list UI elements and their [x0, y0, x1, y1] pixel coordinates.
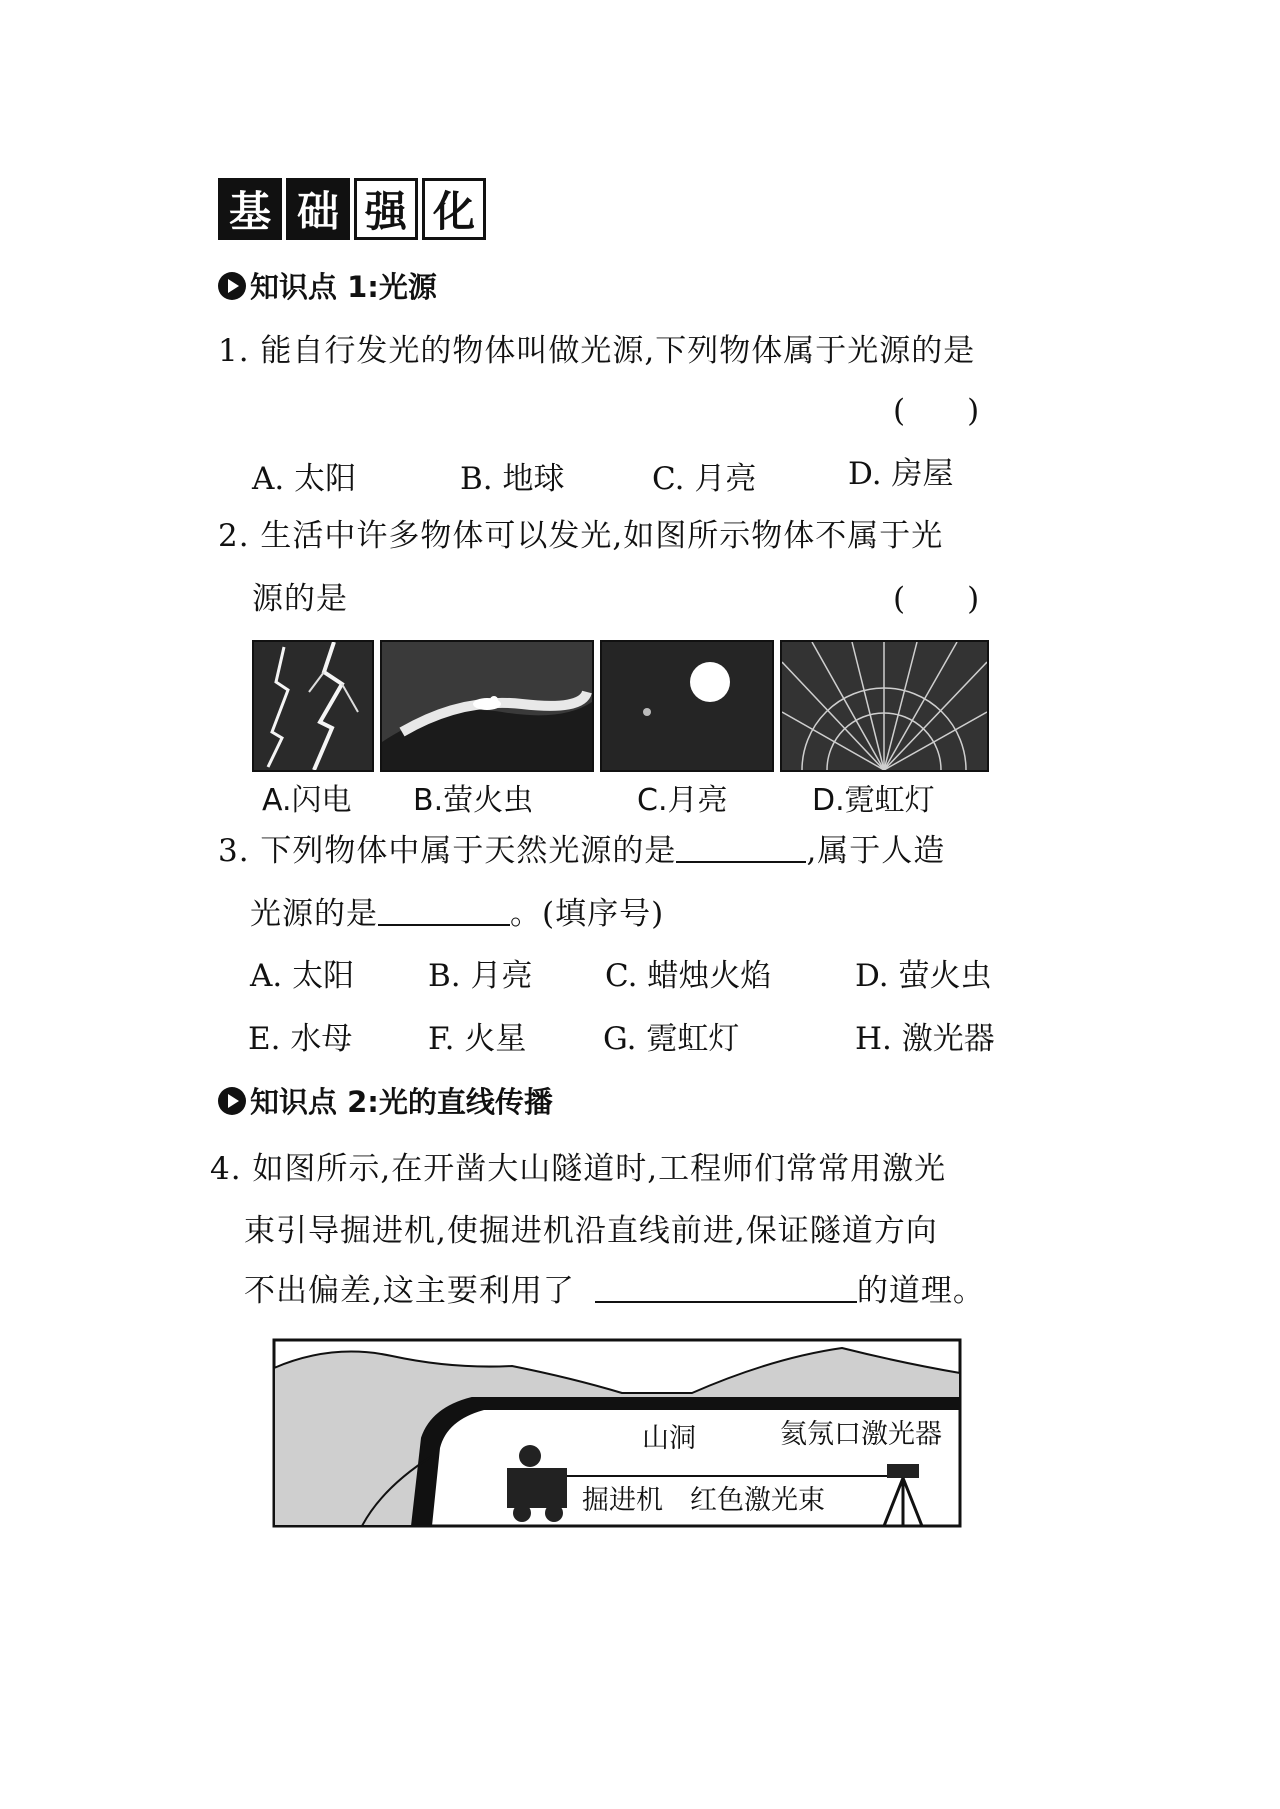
banner-char-2: 础: [286, 178, 350, 240]
photo-moon: [600, 640, 774, 772]
q3-option-g: G. 霓虹灯: [603, 1021, 740, 1057]
q3-blank-artificial[interactable]: [378, 896, 510, 926]
play-triangle-icon: [218, 1087, 246, 1115]
q1-answer-paren: ( ): [893, 393, 980, 429]
q3-stem-line1: [218, 825, 945, 870]
q2-caption-b: B.萤火虫: [413, 783, 534, 818]
q3-option-d: D. 萤火虫: [855, 958, 992, 994]
photo-firefly: [380, 640, 594, 772]
q2-answer-paren: ( ): [893, 581, 980, 617]
section-banner: [218, 178, 486, 240]
q3-option-a: A. 太阳: [250, 958, 355, 994]
photo-lightning: [252, 640, 374, 772]
q4-line3-part2: 的道理。: [856, 1273, 985, 1309]
figure-label-machine: 掘进机: [582, 1485, 663, 1516]
knowledge-point-label: 知识点 2:光的直线传播: [250, 1085, 553, 1119]
q2-caption-c: C.月亮: [637, 783, 728, 818]
q2-stem-line1: 2. 生活中许多物体可以发光,如图所示物体不属于光: [218, 518, 944, 554]
q1-option-b: B. 地球: [460, 461, 565, 497]
q3-option-b: B. 月亮: [428, 958, 533, 994]
q3-blank-natural[interactable]: [676, 833, 806, 863]
q3-stem-part3: 光源的是: [250, 896, 378, 932]
banner-char-1: 基: [218, 178, 282, 240]
banner-char-3: 强: [354, 178, 418, 240]
banner-char-4: 化: [422, 178, 486, 240]
figure-label-cave: 山洞: [642, 1423, 696, 1454]
q3-stem-part1: 3. 下列物体中属于天然光源的是: [218, 833, 677, 869]
neon-light-icon: [782, 642, 987, 770]
q4-blank[interactable]: [595, 1273, 857, 1303]
q3-stem-line2: [250, 888, 664, 933]
q3-stem-part4: 。(填序号): [510, 896, 665, 932]
q3-option-f: F. 火星: [428, 1021, 527, 1057]
knowledge-point-1: [218, 265, 437, 306]
q2-caption-d: D.霓虹灯: [812, 783, 935, 818]
q4-line2: 束引导掘进机,使掘进机沿直线前进,保证隧道方向: [244, 1213, 938, 1249]
firefly-icon: [382, 642, 592, 770]
q2-caption-a: A.闪电: [262, 783, 352, 818]
photo-neon-light: [780, 640, 989, 772]
q3-option-h: H. 激光器: [855, 1021, 995, 1057]
q1-stem: 1. 能自行发光的物体叫做光源,下列物体属于光源的是: [218, 333, 976, 369]
q4-line3-part1: 不出偏差,这主要利用了: [244, 1273, 575, 1309]
q3-option-e: E. 水母: [248, 1021, 353, 1057]
q3-stem-part2: ,属于人造: [806, 833, 946, 869]
figure-label-beam: 红色激光束: [690, 1485, 825, 1516]
q1-option-d: D. 房屋: [848, 456, 954, 492]
q2-stem-line2: 源的是: [252, 581, 348, 617]
lightning-icon: [254, 642, 372, 770]
knowledge-point-label: 知识点 1:光源: [250, 270, 437, 304]
knowledge-point-2: [218, 1080, 553, 1121]
q1-option-c: C. 月亮: [652, 461, 757, 497]
q1-option-a: A. 太阳: [252, 461, 357, 497]
play-triangle-icon: [218, 272, 246, 300]
tunnel-figure: [272, 1338, 962, 1528]
moon-icon: [602, 642, 772, 770]
q3-option-c: C. 蜡烛火焰: [605, 958, 772, 994]
q4-line1: 4. 如图所示,在开凿大山隧道时,工程师们常常用激光: [210, 1151, 947, 1187]
figure-label-laser-device: 氦氖口激光器: [780, 1419, 942, 1450]
q4-line3: [244, 1265, 985, 1310]
